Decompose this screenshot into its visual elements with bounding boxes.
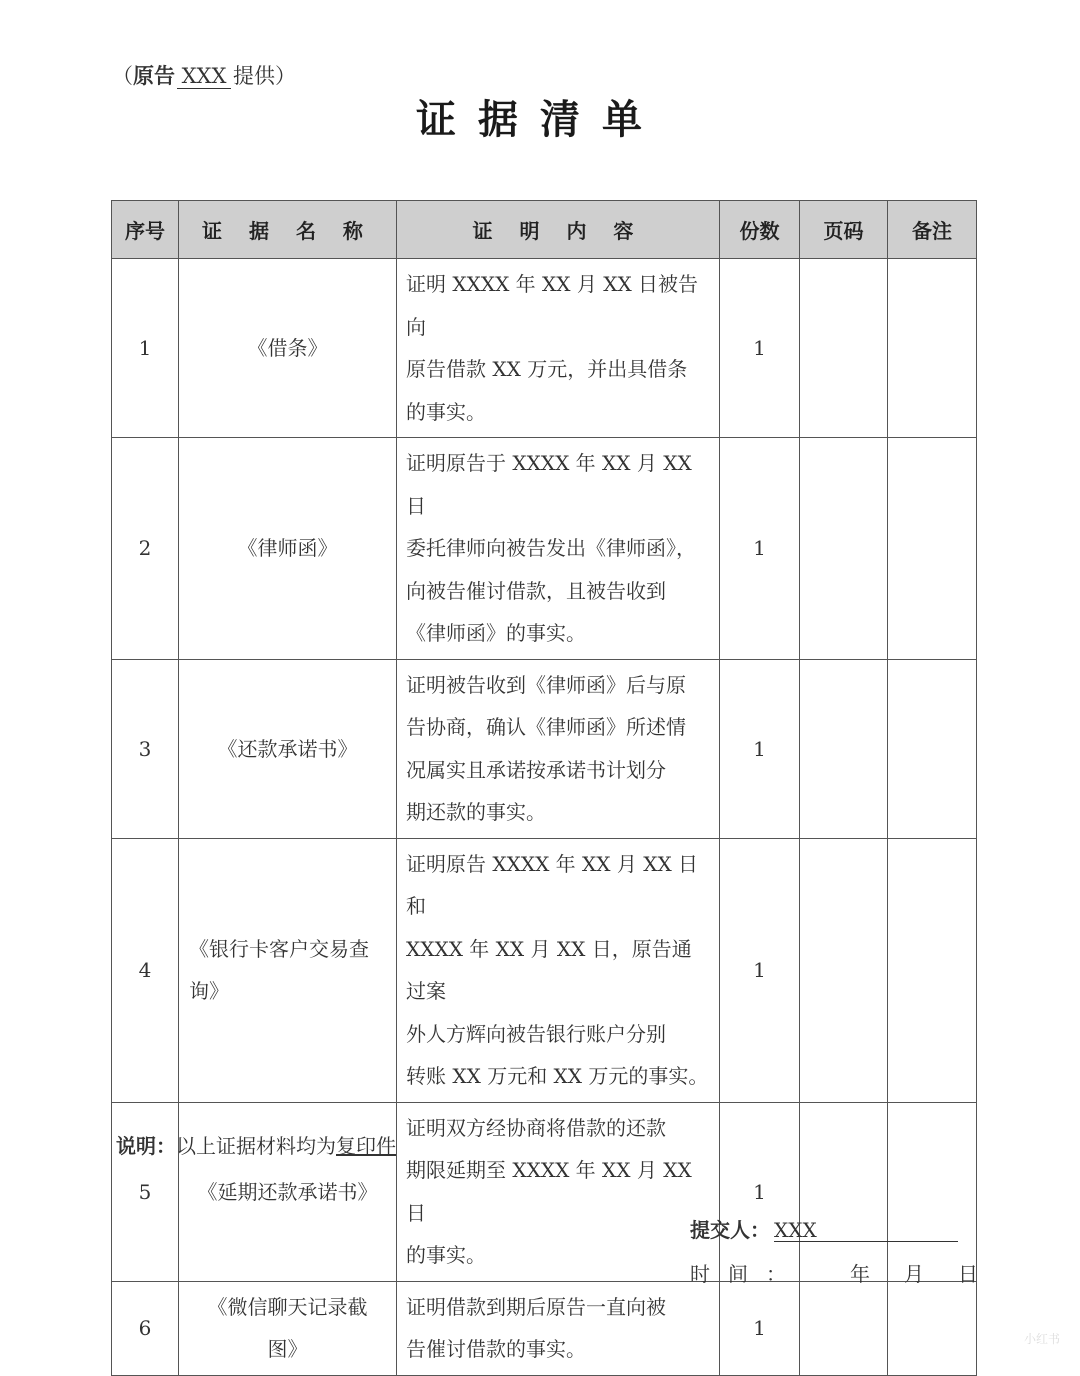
column-header-copies: 份数 (720, 201, 800, 259)
date-line (690, 1258, 978, 1287)
row-number: 4 (112, 838, 179, 1102)
remarks-cell (888, 659, 977, 838)
time-label: 时间： (690, 1262, 804, 1286)
watermark: 小红书 (1023, 1332, 1060, 1346)
remarks-cell (888, 1102, 977, 1281)
provider-suffix: 提供） (233, 64, 296, 88)
row-number: 2 (112, 438, 179, 660)
proof-content: 证明原告于 XXXX 年 XX 月 XX 日 委托律师向被告发出《律师函》， 向被告催讨借款，且被告收到 《律师函》的事实。 (397, 438, 720, 660)
submitter-name: XXX (774, 1219, 958, 1242)
day-label: 日 (958, 1262, 978, 1286)
remarks-cell (888, 838, 977, 1102)
pages-cell (800, 1281, 888, 1375)
pages-cell (800, 1102, 888, 1281)
proof-content: 证明借款到期后原告一直向被 告催讨借款的事实。 (397, 1281, 720, 1375)
column-header-evidence-name: 证 据 名 称 (179, 201, 397, 259)
table-row (112, 438, 977, 660)
evidence-name: 《还款承诺书》 (179, 659, 397, 838)
pages-cell (800, 838, 888, 1102)
column-header-pages: 页码 (800, 201, 888, 259)
evidence-name: 《借条》 (179, 259, 397, 438)
table-row (112, 838, 977, 1102)
copies-cell: 1 (720, 1281, 800, 1375)
table-row (112, 259, 977, 438)
proof-content: 证明双方经协商将借款的还款 期限延期至 XXXX 年 XX 月 XX 日 的事实。 (397, 1102, 720, 1281)
pages-cell (800, 259, 888, 438)
row-number: 6 (112, 1281, 179, 1375)
row-number: 5 (112, 1102, 179, 1281)
evidence-name: 《延期还款承诺书》 (179, 1102, 397, 1281)
copies-cell: 1 (720, 259, 800, 438)
provider-role: 原告 (133, 63, 175, 88)
evidence-name: 《微信聊天记录截 图》 (179, 1281, 397, 1375)
copies-cell: 1 (720, 659, 800, 838)
note-text: 以上证据材料均为 (176, 1134, 336, 1158)
column-header-number: 序号 (112, 201, 179, 259)
document-title: 证据清单 (416, 96, 664, 143)
note-line (116, 1130, 396, 1159)
note-emphasis: 复印件 (336, 1134, 396, 1158)
submitter-line (690, 1214, 958, 1243)
column-header-remarks: 备注 (888, 201, 977, 259)
year-label: 年 (850, 1262, 870, 1286)
proof-content: 证明被告收到《律师函》后与原 告协商，确认《律师函》所述情 况属实且承诺按承诺书计划分 期还款的事实。 (397, 659, 720, 838)
proof-content: 证明原告 XXXX 年 XX 月 XX 日和 XXXX 年 XX 月 XX 日，原告通过案 外人方辉向被告银行账户分别 转账 XX 万元和 XX 万元的事实。 (397, 838, 720, 1102)
table-row (112, 1102, 977, 1281)
month-label: 月 (904, 1262, 924, 1286)
evidence-name: 《律师函》 (179, 438, 397, 660)
remarks-cell (888, 1281, 977, 1375)
provider-name: XXX (177, 65, 231, 89)
provider-line (112, 60, 296, 90)
table-row (112, 1281, 977, 1375)
submitter-label: 提交人： (690, 1218, 770, 1242)
evidence-table (111, 200, 977, 1376)
remarks-cell (888, 259, 977, 438)
proof-content: 证明 XXXX 年 XX 月 XX 日被告向 原告借款 XX 万元，并出具借条 的事实。 (397, 259, 720, 438)
copies-cell: 1 (720, 838, 800, 1102)
table-row (112, 659, 977, 838)
provider-open-paren: （ (112, 64, 133, 88)
row-number: 1 (112, 259, 179, 438)
pages-cell (800, 438, 888, 660)
remarks-cell (888, 438, 977, 660)
evidence-name: 《银行卡客户交易查 询》 (179, 838, 397, 1102)
copies-cell: 1 (720, 438, 800, 660)
row-number: 3 (112, 659, 179, 838)
table-header-row (112, 201, 977, 259)
copies-cell: 1 (720, 1102, 800, 1281)
note-label: 说明： (116, 1134, 176, 1158)
column-header-proof-content: 证 明 内 容 (397, 201, 720, 259)
pages-cell (800, 659, 888, 838)
